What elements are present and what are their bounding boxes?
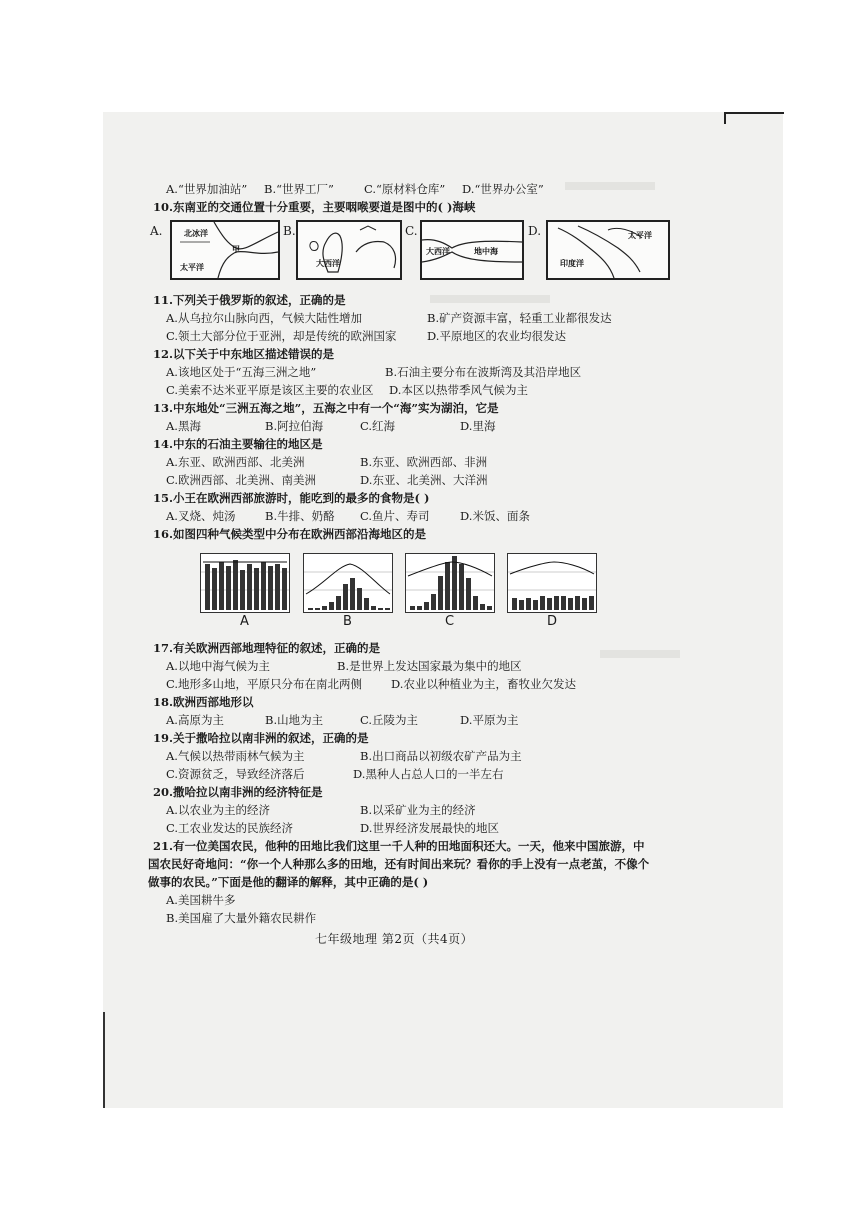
q12-option-b: B.石油主要分布在波斯湾及其沿岸地区 [385, 365, 582, 379]
q11-option-d: D.平原地区的农业均很发达 [427, 329, 566, 343]
q15-option-b: B.牛排、奶酪 [265, 509, 335, 523]
q21-stem-line-2: 国农民好奇地问：“你一个人种那么多的田地，还有时间出来玩？看你的手上没有一点老茧，不像个 [148, 857, 650, 871]
q13-option-a: A.黑海 [166, 419, 201, 433]
scan-edge-tick [724, 112, 726, 124]
bleed-through [600, 650, 680, 658]
q10-letter-c: C. [405, 224, 418, 238]
q17-stem: 17.有关欧洲西部地理特征的叙述，正确的是 [153, 641, 381, 655]
q11-option-c: C.领土大部分位于亚洲，却是传统的欧洲国家 [166, 329, 397, 343]
q10-map-d-pacific-label: 太平洋 [628, 231, 652, 240]
q20-option-d: D.世界经济发展最快的地区 [360, 821, 499, 835]
bleed-through [430, 295, 550, 303]
q15-stem: 15.小王在欧洲西部旅游时，能吃到的最多的食物是( ) [153, 491, 430, 505]
q16-letter-b: B [343, 614, 352, 629]
q10-letter-d: D. [528, 224, 542, 238]
q11-option-a: A.从乌拉尔山脉向西，气候大陆性增加 [166, 311, 362, 325]
q10-map-c-atlantic-label: 大西洋 [426, 247, 450, 256]
q12-option-d: D.本区以热带季风气候为主 [389, 383, 528, 397]
q16-letter-d: D [547, 614, 558, 629]
q18-option-b: B.山地为主 [265, 713, 324, 727]
q21-stem-line-3: 做事的农民。”下面是他的翻译的解释，其中正确的是( ) [148, 875, 429, 889]
q17-option-a: A.以地中海气候为主 [166, 659, 270, 673]
q19-stem: 19.关于撒哈拉以南非洲的叙述，正确的是 [153, 731, 369, 745]
q18-option-c: C.丘陵为主 [360, 713, 419, 727]
q20-stem: 20.撒哈拉以南非洲的经济特征是 [153, 785, 323, 799]
q10-map-a-north-label: 北冰洋 [184, 229, 208, 238]
q15-option-a: A.叉烧、炖汤 [166, 509, 236, 523]
q10-map-b-atlantic-label: 大西洋 [316, 259, 340, 268]
q10-map-a-pacific-label: 太平洋 [180, 263, 204, 272]
q13-stem: 13.中东地处“三洲五海之地”，五海之中有一个“海”实为湖泊，它是 [153, 401, 499, 415]
q11-option-b: B.矿产资源丰富，轻重工业都很发达 [427, 311, 612, 325]
q12-stem: 12.以下关于中东地区描述错误的是 [153, 347, 335, 361]
q18-option-a: A.高原为主 [166, 713, 224, 727]
q21-option-b: B.美国雇了大量外籍农民耕作 [166, 911, 317, 925]
q19-option-d: D.黑种人占总人口的一半左右 [353, 767, 504, 781]
q9-option-d: D.“世界办公室” [462, 182, 544, 196]
q11-stem: 11.下列关于俄罗斯的叙述，正确的是 [153, 293, 346, 307]
q16-letter-c: C [445, 614, 455, 629]
q16-stem: 16.如图四种气候类型中分布在欧洲西部沿海地区的是 [153, 527, 427, 541]
q10-map-b [296, 220, 402, 280]
q19-option-c: C.资源贫乏，导致经济落后 [166, 767, 305, 781]
q9-option-a: A.“世界加油站” [166, 182, 248, 196]
q16-climate-chart-c [405, 553, 495, 613]
scan-edge-line [726, 112, 784, 114]
q16-climate-chart-d [507, 553, 597, 613]
q10-map-d [546, 220, 670, 280]
scan-edge-line-left [103, 1012, 105, 1108]
q12-option-c: C.美索不达米亚平原是该区主要的农业区 [166, 383, 374, 397]
q9-option-c: C.“原材料仓库” [364, 182, 446, 196]
q13-option-d: D.里海 [460, 419, 496, 433]
q17-option-c: C.地形多山地，平原只分布在南北两侧 [166, 677, 363, 691]
q16-climate-chart-a [200, 553, 290, 613]
q13-option-b: B.阿拉伯海 [265, 419, 324, 433]
q10-map-c [420, 220, 524, 280]
q19-option-b: B.出口商品以初级农矿产品为主 [360, 749, 522, 763]
q10-letter-a: A. [150, 224, 163, 238]
q17-option-b: B.是世界上发达国家最为集中的地区 [337, 659, 522, 673]
q20-option-c: C.工农业发达的民族经济 [166, 821, 294, 835]
q17-option-d: D.农业以种植业为主，畜牧业欠发达 [391, 677, 576, 691]
q21-option-a: A.美国耕牛多 [166, 893, 236, 907]
q10-letter-b: B. [283, 224, 296, 238]
q10-map-c-med-label: 地中海 [474, 247, 498, 256]
q16-climate-chart-b [303, 553, 393, 613]
q15-option-d: D.米饭、面条 [460, 509, 530, 523]
page-footer: 七年级地理 第2页（共4页） [315, 932, 474, 946]
q14-option-d: D.东亚、北美洲、大洋洲 [360, 473, 488, 487]
q14-option-a: A.东亚、欧洲西部、北美洲 [166, 455, 305, 469]
q16-letter-a: A [240, 614, 249, 629]
q14-stem: 14.中东的石油主要输往的地区是 [153, 437, 323, 451]
bleed-through [565, 182, 655, 190]
q9-option-b: B.“世界工厂” [264, 182, 334, 196]
q19-option-a: A.气候以热带雨林气候为主 [166, 749, 305, 763]
q15-option-c: C.鱼片、寿司 [360, 509, 430, 523]
q14-option-c: C.欧洲西部、北美洲、南美洲 [166, 473, 317, 487]
q10-stem: 10.东南亚的交通位置十分重要，主要咽喉要道是图中的( )海峡 [153, 200, 476, 214]
q18-stem: 18.欧洲西部地形以 [153, 695, 254, 709]
q12-option-a: A.该地区处于“五海三洲之地” [166, 365, 317, 379]
q21-stem-line-1: 21.有一位美国农民，他种的田地比我们这里一千人种的田地面积还大。一天，他来中国旅游，中 [153, 839, 645, 853]
q18-option-d: D.平原为主 [460, 713, 519, 727]
q10-map-d-indian-label: 印度洋 [560, 259, 584, 268]
q10-map-a-jia-label: 甲 [232, 245, 240, 254]
q10-map-a [170, 220, 280, 280]
q20-option-b: B.以采矿业为主的经济 [360, 803, 476, 817]
q13-option-c: C.红海 [360, 419, 396, 433]
q20-option-a: A.以农业为主的经济 [166, 803, 270, 817]
q14-option-b: B.东亚、欧洲西部、非洲 [360, 455, 488, 469]
